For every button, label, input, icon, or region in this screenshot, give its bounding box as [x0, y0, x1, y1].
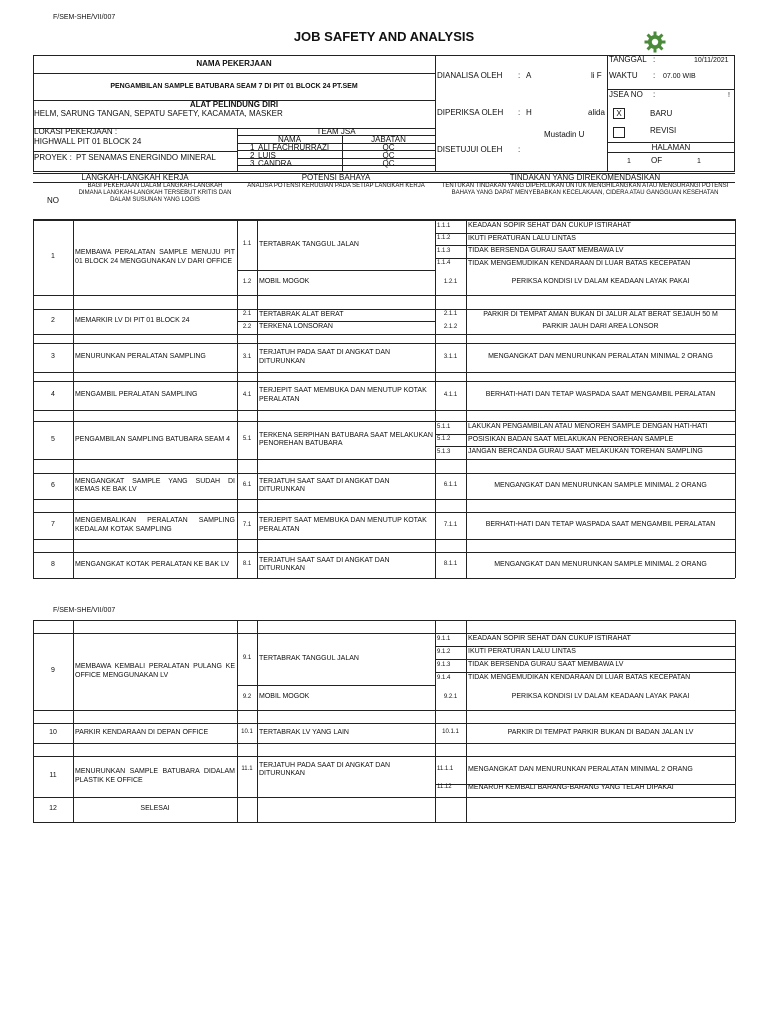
analyzed-suffix: li F: [591, 71, 602, 80]
job-name: PENGAMBILAN SAMPLE BATUBARA SEAM 7 DI PIT 01 BLOCK 24 PT.SEM: [110, 83, 358, 90]
step-number: 10: [49, 728, 57, 736]
action-code: 11.12: [437, 784, 452, 790]
new-label: BARU: [650, 109, 673, 118]
colon: :: [653, 90, 656, 99]
step-description: PENGAMBILAN SAMPLING BATUBARA SEAM 4: [75, 435, 231, 443]
action-description: TIDAK MENGEMUDIKAN KENDARAAN DI LUAR BATAS KECEPATAN: [468, 259, 691, 267]
team-member-position: QC: [382, 151, 395, 160]
team-title: TEAM JSA: [316, 127, 356, 136]
hazard-description: TERJATUH PADA SAAT DI ANGKAT DAN DITURUNKAN: [259, 349, 391, 365]
action-description: TIDAK MENGEMUDIKAN KENDARAAN DI LUAR BATAS KECEPATAN: [468, 674, 691, 682]
hazard-description: TERKENA LONSORAN: [259, 323, 333, 331]
location-value: HIGHWALL PIT 01 BLOCK 24: [34, 137, 142, 146]
step-number: 5: [51, 435, 55, 443]
action-code: 9.2.1: [443, 693, 458, 700]
time-label: WAKTU: [609, 71, 638, 80]
page-title: JOB SAFETY AND ANALYSIS: [293, 29, 475, 44]
team-member-position: QC: [382, 143, 395, 152]
jsea-value: !: [728, 92, 730, 99]
step-description: MEMBAWA PERALATAN SAMPLE MENUJU PIT 01 BLOCK 24 MENGGUNAKAN LV DARI OFFICE: [75, 249, 235, 265]
team-member-name: ALI FACHRURRAZI: [258, 143, 330, 152]
action-description: LAKUKAN PENGAMBILAN ATAU MENOREH SAMPLE DENGAN HATI-HATI: [468, 423, 708, 431]
step-number: 2: [51, 317, 55, 325]
step-number: 6: [51, 481, 55, 489]
hazard-description: TERJATUH PADA SAAT DI ANGKAT DAN DITURUNKAN: [259, 761, 391, 777]
action-description: MENGANGKAT DAN MENURUNKAN PERALATAN MINIMAL 2 ORANG: [468, 765, 693, 773]
col-header-steps: LANGKAH-LANGKAH KERJA: [81, 173, 189, 182]
team-member-no: 3: [250, 159, 255, 168]
team-member-position: QC: [382, 159, 395, 168]
action-description: KEADAAN SOPIR SEHAT DAN CUKUP ISTIRAHAT: [468, 222, 631, 230]
hazard-code: 11.1: [241, 766, 253, 773]
team-col-position: JABATAN: [371, 135, 406, 144]
step-number: 9: [51, 667, 55, 675]
action-code: 5.1.2: [437, 436, 451, 443]
action-code: 9.1.3: [437, 661, 451, 668]
step-description: MENURUNKAN SAMPLE BATUBARA DIDALAM PLASTIK KE OFFICE: [75, 768, 235, 784]
col-header-hazards: POTENSI BAHAYA: [301, 173, 371, 182]
action-description: PERIKSA KONDISI LV DALAM KEADAAN LAYAK PAKAI: [511, 278, 690, 286]
step-number: 11: [49, 772, 57, 780]
hazard-code: 9.1: [242, 655, 252, 662]
action-description: MENGANGKAT DAN MENURUNKAN PERALATAN MINIMAL 2 ORANG: [488, 353, 713, 361]
analyzed-label: DIANALISA OLEH: [437, 71, 503, 80]
colon: :: [518, 108, 521, 117]
hazard-code: 10.1: [241, 729, 253, 736]
hazard-code: 6.1: [242, 482, 252, 489]
job-label: NAMA PEKERJAAN: [196, 59, 272, 68]
date-label: TANGGAL: [609, 55, 647, 64]
form-code: F/SEM-SHE/VII/007: [53, 14, 116, 21]
action-code: 9.1.1: [437, 635, 451, 642]
ppe-value: HELM, SARUNG TANGAN, SEPATU SAFETY, KACAMATA, MASKER: [34, 109, 283, 118]
action-description: BERHATI-HATI DAN TETAP WASPADA SAAT MENGAMBIL PERALATAN: [485, 521, 716, 529]
hazard-description: TERJEPIT SAAT MEMBUKA DAN MENUTUP KOTAK PERALATAN: [259, 387, 427, 403]
step-description: MENGANGKAT KOTAK PERALATAN KE BAK LV: [75, 560, 230, 568]
action-description: PARKIR JAUH DARI AREA LONSOR: [542, 323, 659, 331]
hazard-description: TERTABRAK TANGGUL JALAN: [259, 654, 359, 662]
hazard-description: MOBIL MOGOK: [259, 693, 310, 701]
action-description: IKUTI PERATURAN LALU LINTAS: [468, 234, 576, 242]
action-code: 10.1.1: [442, 729, 459, 736]
action-description: MENARUH KEMBALI BARANG-BARANG YANG TELAH DIPAKAI: [468, 784, 674, 791]
action-code: 5.1.1: [437, 423, 451, 430]
hazard-code: 8.1: [242, 561, 252, 568]
revision-label: REVISI: [650, 126, 677, 135]
colon: :: [653, 55, 656, 64]
colon: :: [518, 145, 521, 154]
hazard-description: TERJATUH SAAT SAAT DI ANGKAT DAN DITURUNKAN: [259, 556, 390, 572]
step-description: MENURUNKAN PERALATAN SAMPLING: [75, 353, 206, 361]
action-code: 1.2.1: [443, 278, 458, 285]
action-code: 6.1.1: [443, 482, 458, 489]
action-description: MENGANGKAT DAN MENURUNKAN SAMPLE MINIMAL 2 ORANG: [494, 560, 707, 568]
action-code: 1.1.2: [437, 235, 451, 242]
hazard-code: 2.2: [242, 323, 252, 330]
form-code: F/SEM-SHE/VII/007: [53, 607, 116, 614]
action-description: PARKIR DI TEMPAT PARKIR BUKAN DI BADAN JALAN LV: [507, 728, 694, 736]
action-description: BERHATI-HATI DAN TETAP WASPADA SAAT MENGAMBIL PERALATAN: [485, 391, 716, 399]
step-number: 4: [51, 391, 55, 399]
analyzed-value: A: [526, 71, 532, 80]
checked-value: H: [526, 108, 532, 117]
action-description: PERIKSA KONDISI LV DALAM KEADAAN LAYAK PAKAI: [511, 693, 690, 701]
action-code: 2.1.1: [443, 311, 458, 318]
action-description: JANGAN BERCANDA GURAU SAAT MELAKUKAN TOREHAN SAMPLING: [468, 448, 703, 456]
action-description: POSISIKAN BADAN SAAT MELAKUKAN PENOREHAN SAMPLE: [468, 435, 674, 443]
page-of: OF: [651, 156, 663, 165]
project-label: PROYEK :: [34, 153, 72, 162]
revision-checkbox[interactable]: [613, 127, 625, 138]
action-code: 1.1.3: [437, 247, 451, 254]
step-description: MEMBAWA KEMBALI PERALATAN PULANG KE OFFICE MENGGUNAKAN LV: [75, 663, 235, 679]
page-label: HALAMAN: [651, 143, 691, 152]
action-description: MENGANGKAT DAN MENURUNKAN SAMPLE MINIMAL 2 ORANG: [494, 481, 707, 489]
team-member-no: 1: [250, 143, 255, 152]
new-checkbox[interactable]: X: [613, 108, 625, 119]
col-header-actions: TINDAKAN YANG DIREKOMENDASIKAN: [509, 173, 661, 182]
action-code: 8.1.1: [443, 561, 458, 568]
col-note-hazards: ANALISA POTENSI KERUGIAN PADA SETIAP LANGKAH KERJA: [247, 183, 425, 189]
step-description: MEMARKIR LV DI PIT 01 BLOCK 24: [75, 317, 190, 325]
hazard-description: TERJATUH SAAT SAAT DI ANGKAT DAN DITURUNKAN: [259, 477, 390, 493]
col-header-no: NO: [47, 196, 59, 205]
action-description: TIDAK BERSENDA GURAU SAAT MEMBAWA LV: [468, 247, 624, 255]
checked-suffix: alida: [588, 108, 605, 117]
action-code: 9.1.2: [437, 648, 451, 655]
jsea-label: JSEA NO: [609, 90, 643, 99]
step-description: MENGEMBALIKAN PERALATAN SAMPLING KEDALAM KOTAK SAMPLING: [75, 517, 235, 533]
hazard-code: 3.1: [242, 353, 252, 360]
step-description: MENGANGKAT SAMPLE YANG SUDAH DI KEMAS KE BAK LV: [75, 477, 235, 493]
action-code: 1.1.1: [437, 222, 451, 229]
page-current: 1: [627, 158, 631, 165]
hazard-description: TERTABRAK ALAT BERAT: [259, 310, 344, 318]
col-note-steps: BAGI PEKERJAAN DALAM LANGKAH-LANGKAH DIMANA LANGKAH-LANGKAH TERSEBUT KRITIS DAN DALAM SUSUNAN YANG LOGIS: [78, 183, 232, 204]
hazard-code: 9.2: [242, 693, 252, 700]
project-value: PT SENAMAS ENERGINDO MINERAL: [76, 153, 216, 162]
checked-label: DIPERIKSA OLEH: [437, 108, 504, 117]
action-description: PARKIR DI TEMPAT AMAN BUKAN DI JALUR ALAT BERAT SEJAUH 50 M: [483, 310, 718, 318]
action-code: 3.1.1: [443, 353, 458, 360]
step-number: 12: [49, 805, 57, 813]
action-description: TIDAK BERSENDA GURAU SAAT MEMBAWA LV: [468, 661, 624, 669]
page-total: 1: [697, 158, 701, 165]
checker-name: Mustadin U: [544, 130, 585, 139]
action-code: 1.1.4: [437, 260, 451, 267]
hazard-code: 1.2: [242, 278, 252, 285]
step-number: 7: [51, 521, 55, 529]
team-col-name: NAMA: [277, 135, 302, 144]
approved-label: DISETUJUI OLEH: [437, 145, 503, 154]
step-description: SELESAI: [140, 805, 170, 813]
hazard-code: 4.1: [242, 391, 252, 398]
time-value: 07.00 WIB: [663, 73, 696, 80]
step-number: 3: [51, 353, 55, 361]
action-code: 7.1.1: [443, 521, 458, 528]
hazard-code: 7.1: [242, 521, 252, 528]
step-number: 8: [51, 560, 55, 568]
hazard-code: 2.1: [242, 311, 252, 318]
gear-icon: [644, 31, 666, 53]
action-code: 2.1.2: [443, 323, 458, 330]
ppe-label: ALAT PELINDUNG DIRI: [189, 100, 279, 109]
hazard-description: TERKENA SERPIHAN BATUBARA SAAT MELAKUKAN PENOREHAN BATUBARA: [259, 431, 433, 447]
team-member-name: LUIS: [258, 151, 276, 160]
hazard-description: TERTABRAK LV YANG LAIN: [259, 728, 349, 736]
colon: :: [653, 71, 656, 80]
step-number: 1: [51, 253, 55, 261]
action-code: 4.1.1: [443, 391, 458, 398]
hazard-description: MOBIL MOGOK: [259, 278, 310, 286]
action-code: 9.1.4: [437, 674, 451, 681]
colon: :: [518, 71, 521, 80]
location-label: LOKASI PEKERJAAN :: [34, 127, 118, 136]
date-value: 10/11/2021: [694, 57, 729, 64]
step-description: MENGAMBIL PERALATAN SAMPLING: [75, 391, 198, 399]
team-member-name: CANDRA: [258, 159, 292, 168]
team-member-no: 2: [250, 151, 255, 160]
action-description: IKUTI PERATURAN LALU LINTAS: [468, 648, 576, 656]
hazard-code: 1.1: [242, 241, 252, 248]
action-code: 5.1.3: [437, 448, 451, 455]
action-description: KEADAAN SOPIR SEHAT DAN CUKUP ISTIRAHAT: [468, 635, 631, 643]
hazard-description: TERJEPIT SAAT MEMBUKA DAN MENUTUP KOTAK PERALATAN: [259, 517, 427, 533]
hazard-description: TERTABRAK TANGGUL JALAN: [259, 240, 359, 248]
step-description: PARKIR KENDARAAN DI DEPAN OFFICE: [75, 728, 209, 736]
col-note-actions: TENTUKAN TINDAKAN YANG DIPERLUKAN UNTUK MENGHILANGKAN ATAU MENGURANGI POTENSI BAHAYA YANG DAPAT MENYEBABKAN KECELAKAAN, CIDERA ATAU GANGGUAN KESEHATAN: [441, 183, 729, 197]
hazard-code: 5.1: [242, 436, 252, 443]
action-code: 11.1.1: [437, 766, 454, 773]
